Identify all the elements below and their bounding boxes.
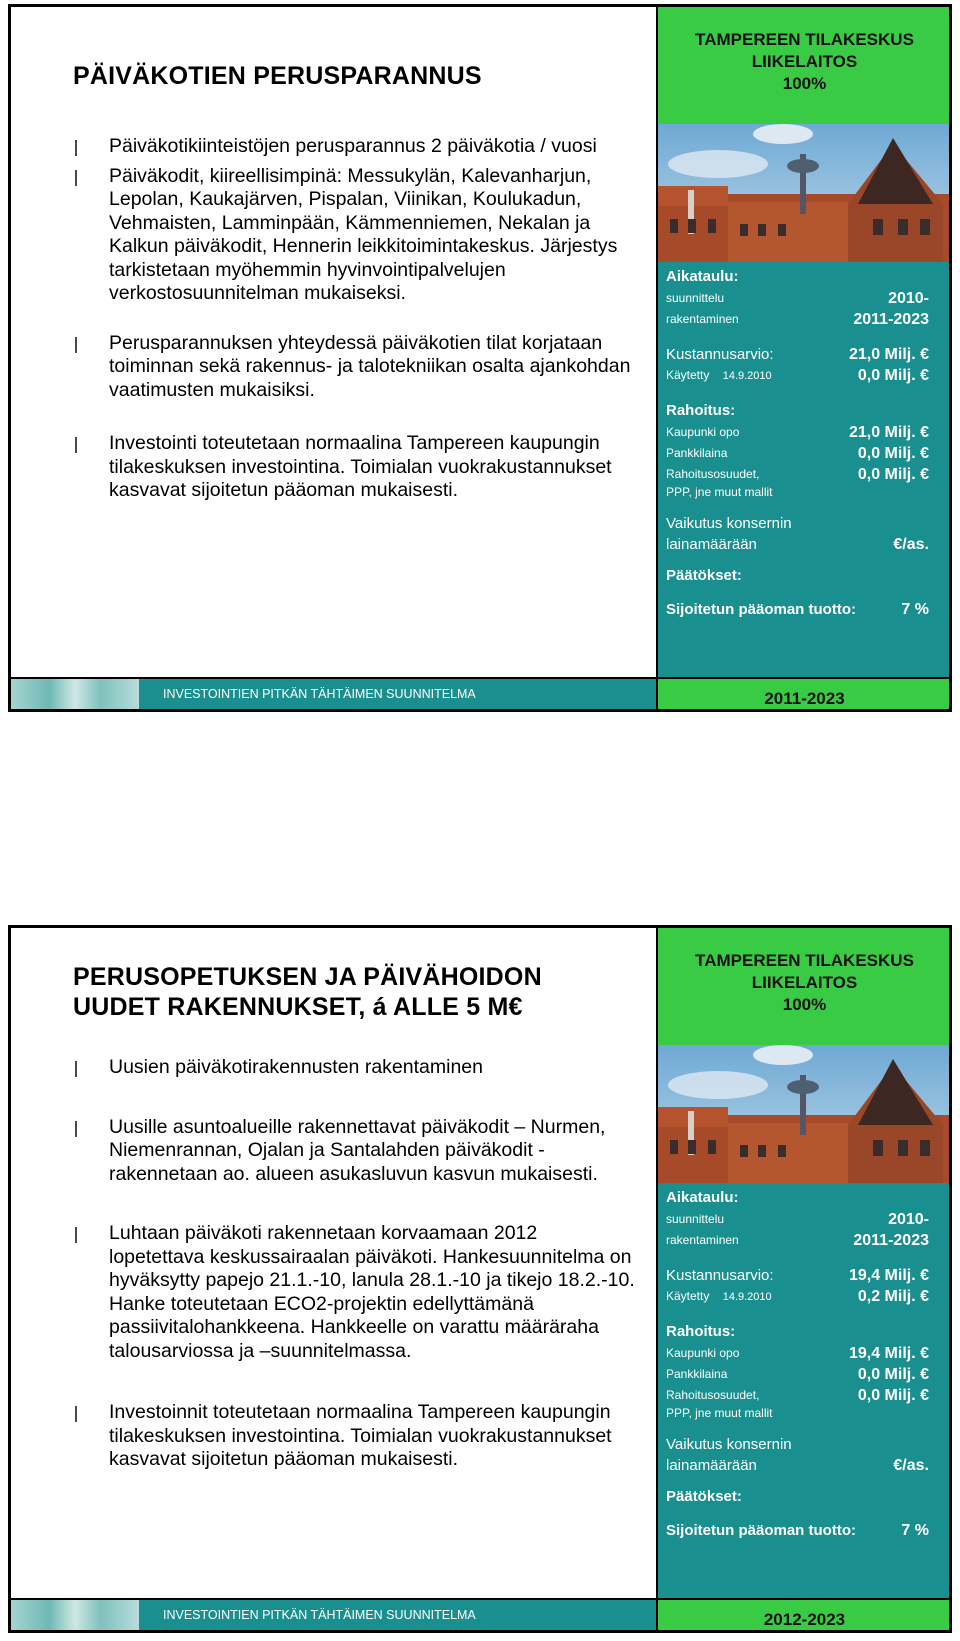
funding-shares-label-2: PPP, jne muut mallit (666, 485, 773, 499)
list-item (73, 1116, 636, 1187)
bullet-marker (75, 170, 77, 186)
decisions-heading: Päätökset: (666, 1488, 742, 1505)
spent-row (666, 1286, 951, 1307)
cost-estimate-row (666, 1265, 951, 1286)
return-value: 7 % (901, 1522, 929, 1539)
bullet-text: Investoinnit toteutetaan normaalina Tampereen kaupungin tilakeskuksen investointina. Toimialan vuokrakustannukset kasvavat sijoitetun pääoman mukaisesti. (109, 1401, 612, 1470)
return-row (666, 1520, 951, 1541)
org-share: 100% (782, 995, 827, 1014)
funding-city-value: 19,4 Milj. € (848, 1345, 929, 1362)
project-info (658, 1183, 951, 1541)
bullet-marker (75, 337, 77, 353)
impact-label: Vaikutus konsernin (666, 1436, 792, 1453)
funding-loan-row (666, 1364, 951, 1385)
bullet-text: Uusien päiväkotirakennusten rakentaminen (109, 1056, 483, 1078)
funding-loan-value: 0,0 Milj. € (857, 1366, 929, 1383)
construction-label: rakentaminen (666, 1233, 739, 1247)
construction-value: 2011-2023 (853, 1232, 929, 1249)
org-name: TAMPEREEN TILAKESKUS (695, 30, 914, 49)
funding-shares-label: Rahoitusosuudet, (666, 467, 760, 481)
construction-value: 2011-2023 (853, 311, 929, 328)
footer-bar (11, 1600, 656, 1632)
funding-shares-value: 0,0 Milj. € (857, 466, 929, 483)
bullet-list (73, 135, 636, 527)
schedule-planning-row (666, 1209, 951, 1230)
cost-estimate-label: Kustannusarvio: (666, 346, 774, 363)
spent-value: 0,2 Milj. € (857, 1288, 929, 1305)
org-share: 100% (782, 74, 827, 93)
list-item (73, 165, 636, 306)
funding-shares-label-2: PPP, jne muut mallit (666, 1406, 773, 1420)
bullet-marker (75, 1061, 77, 1077)
slide-paivakotien-perusparannus (8, 4, 952, 712)
funding-loan-label: Pankkilaina (666, 446, 728, 460)
slide-content (11, 7, 656, 677)
planning-value: 2010- (888, 290, 929, 307)
bullet-text: Päiväkotikiinteistöjen perusparannus 2 päiväkotia / vuosi (109, 135, 597, 157)
slide-footer (11, 1598, 949, 1632)
funding-city-label: Kaupunki opo (666, 425, 740, 439)
list-item (73, 1056, 636, 1080)
funding-city-value: 21,0 Milj. € (848, 424, 929, 441)
org-type: LIIKELAITOS (751, 52, 858, 71)
funding-shares-row-2 (666, 1406, 951, 1424)
footer-text: INVESTOINTIEN PITKÄN TÄHTÄIMEN SUUNNITELMA (163, 687, 476, 701)
bullet-text: Perusparannuksen yhteydessä päiväkotien tilat korjataan toiminnan sekä rakennus- ja talotekniikan osalta ajankohdan vaatimusten mukaisiksi. (109, 331, 631, 401)
schedule-construction-row (666, 1230, 951, 1251)
schedule-planning-row (666, 288, 951, 309)
construction-label: rakentaminen (666, 312, 739, 326)
footer-years: 2011-2023 (656, 679, 951, 711)
impact-row-2 (666, 534, 951, 555)
bullet-marker (75, 1406, 77, 1422)
spent-label: Käytetty 14.9.2010 (666, 368, 772, 382)
footer-text: INVESTOINTIEN PITKÄN TÄHTÄIMEN SUUNNITELMA (163, 1608, 476, 1622)
info-panel (656, 928, 951, 1598)
funding-loan-label: Pankkilaina (666, 1367, 728, 1381)
funding-heading: Rahoitus: (666, 1323, 736, 1340)
list-item (73, 332, 636, 403)
bullet-marker (75, 1227, 77, 1243)
funding-shares-row-2 (666, 485, 951, 503)
impact-value: €/as. (893, 1457, 929, 1474)
bullet-text: Päiväkodit, kiireellisimpinä: Messukylän, Kalevanharjun, Lepolan, Kaukajärven, Pispalan, Viinikan, Koulukadun, Vehmaisten, Lamminpään, Kämmenniemen, Nekalan ja Kalkun päiväkodit, Hennerin leikkitoimintakeskus. Järjestys tarkistetaan myöhemmin hyvinvointipalvelujen verkostosuunnitelman mukaiseksi. (109, 164, 618, 304)
bullet-text: Investointi toteutetaan normaalina Tampereen kaupungin tilakeskuksen investointina. Toimialan vuokrakustannukset kasvavat sijoitetun pääoman mukaisesti. (109, 432, 612, 501)
spent-date: 14.9.2010 (722, 370, 772, 382)
schedule-heading: Aikataulu: (666, 1189, 739, 1206)
bullet-marker (75, 437, 77, 453)
slide-footer (11, 677, 949, 711)
title-line: PÄIVÄKOTIEN PERUSPARANNUS (73, 62, 482, 90)
return-label: Sijoitetun pääoman tuotto: (666, 1522, 856, 1539)
info-panel (656, 7, 951, 677)
building-photo (658, 1045, 951, 1183)
cost-estimate-value: 21,0 Milj. € (848, 346, 929, 363)
impact-label: Vaikutus konsernin (666, 515, 792, 532)
bullet-marker (75, 140, 77, 156)
funding-loan-value: 0,0 Milj. € (857, 445, 929, 462)
slide-uudet-rakennukset (8, 925, 952, 1633)
title-line: PERUSOPETUKSEN JA PÄIVÄHOIDON (73, 963, 542, 991)
funding-heading: Rahoitus: (666, 402, 736, 419)
spent-date: 14.9.2010 (722, 1291, 772, 1303)
planning-label: suunnittelu (666, 291, 725, 305)
impact-value: €/as. (893, 536, 929, 553)
schedule-heading: Aikataulu: (666, 268, 739, 285)
planning-label: suunnittelu (666, 1212, 725, 1226)
org-type: LIIKELAITOS (751, 973, 858, 992)
bullet-marker (75, 1121, 77, 1137)
org-header (658, 928, 951, 1045)
impact-row-2 (666, 1455, 951, 1476)
slide-title (73, 61, 482, 91)
impact-row (666, 1434, 951, 1455)
funding-shares-value: 0,0 Milj. € (857, 1387, 929, 1404)
list-item (73, 135, 636, 159)
list-item (73, 1401, 636, 1472)
cost-estimate-label: Kustannusarvio: (666, 1267, 774, 1284)
footer-image-strip (11, 1600, 139, 1632)
project-info (658, 262, 951, 620)
spent-label: Käytetty 14.9.2010 (666, 1289, 772, 1303)
funding-city-row (666, 1343, 951, 1364)
funding-city-label: Kaupunki opo (666, 1346, 740, 1360)
bullet-text: Luhtaan päiväkoti rakennetaan korvaamaan 2012 lopetettava keskussairaalan päiväkoti. Hankesuunnitelma on hyväksytty papejo 21.1.-10, lanula 28.1.-10 ja tikejo 18.2.-10. Hanke toteutetaan ECO2-projektin edellyttämänä passiivitalohankkeena. Hankkeelle on varattu määräraha talousarviossa ja –suunnitelmassa. (109, 1222, 635, 1362)
funding-shares-row (666, 1385, 951, 1406)
impact-row (666, 513, 951, 534)
spent-row (666, 365, 951, 386)
slide-content (11, 928, 656, 1598)
impact-label-2: lainamäärään (666, 536, 757, 553)
list-item (73, 1222, 636, 1363)
slide-title (73, 962, 542, 1022)
funding-shares-label: Rahoitusosuudet, (666, 1388, 760, 1402)
funding-shares-row (666, 464, 951, 485)
building-illustration (658, 1045, 951, 1183)
title-line: UUDET RAKENNUKSET, á ALLE 5 M€ (73, 993, 523, 1021)
impact-label-2: lainamäärään (666, 1457, 757, 1474)
bullet-text: Uusille asuntoalueille rakennettavat päiväkodit – Nurmen, Niemenrannan, Ojalan ja Santalahden päiväkodit - rakennetaan ao. alueen asukasluvun kasvun mukaisesti. (109, 1115, 606, 1185)
cost-estimate-value: 19,4 Milj. € (848, 1267, 929, 1284)
return-value: 7 % (901, 601, 929, 618)
planning-value: 2010- (888, 1211, 929, 1228)
bullet-list (73, 1056, 636, 1496)
schedule-construction-row (666, 309, 951, 330)
org-header (658, 7, 951, 124)
footer-image-strip (11, 679, 139, 711)
funding-city-row (666, 422, 951, 443)
spent-value: 0,0 Milj. € (857, 367, 929, 384)
list-item (73, 432, 636, 503)
footer-years: 2012-2023 (656, 1600, 951, 1632)
footer-bar (11, 679, 656, 711)
decisions-heading: Päätökset: (666, 567, 742, 584)
return-label: Sijoitetun pääoman tuotto: (666, 601, 856, 618)
return-row (666, 599, 951, 620)
building-photo (658, 124, 951, 262)
org-name: TAMPEREEN TILAKESKUS (695, 951, 914, 970)
funding-loan-row (666, 443, 951, 464)
cost-estimate-row (666, 344, 951, 365)
building-illustration (658, 124, 951, 262)
